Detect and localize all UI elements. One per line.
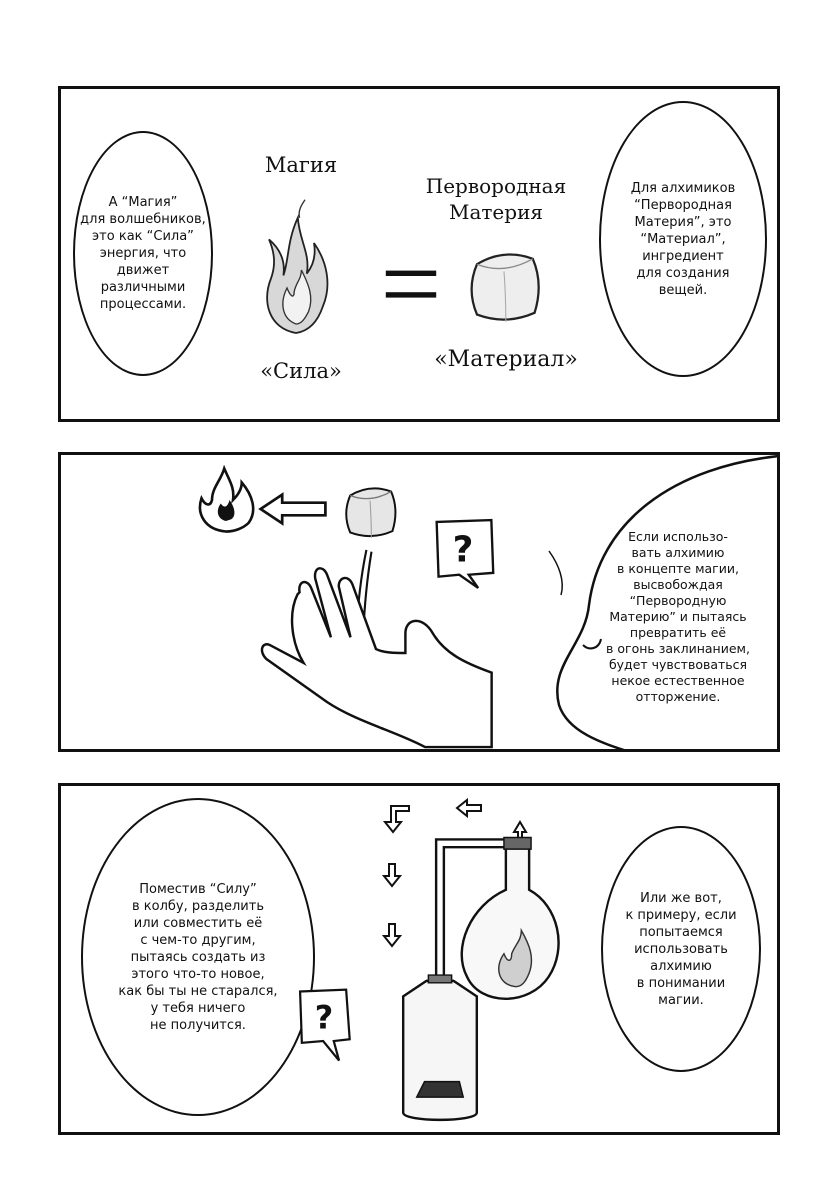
- manga-panel-3: [58, 783, 780, 1135]
- manga-panel-1: [58, 86, 780, 422]
- manga-panel-2: [58, 452, 780, 752]
- flame-icon: [191, 465, 261, 535]
- question-mark-text: ?: [314, 998, 334, 1037]
- flask-icon: [381, 822, 561, 1132]
- speech-bubble-left: [73, 131, 213, 376]
- narration-text: [583, 513, 773, 705]
- question-mark-icon: [293, 986, 355, 1066]
- question-mark-icon: [431, 515, 497, 593]
- speech-bubble-left: [81, 798, 315, 1116]
- arrow-left-icon: [457, 800, 481, 816]
- speech-bubble-text: Для алхимиков “Первородная Материя”, это “Материал”, ингредиент для создания вещей.: [630, 180, 736, 298]
- flame-icon: [251, 195, 341, 345]
- force-label: «Сила»: [260, 359, 342, 383]
- equals-sign-icon: [383, 267, 439, 303]
- speech-bubble-right: [601, 826, 761, 1072]
- narration-text-content: Если использо- вать алхимию в концепте магии, высвобождая “Первородную Материю” и пытаясь превратить её в огонь заклинанием, будет чувствоваться некое естественное отторжение.: [606, 529, 750, 704]
- speech-bubble-text: А “Магия” для волшебников, это как “Сила” энергия, что движет различными процессами.: [80, 195, 206, 312]
- magic-label: Магия: [264, 153, 338, 177]
- cube-icon: [337, 477, 403, 543]
- speech-bubble-text: Поместив “Силу” в колбу, разделить или совместить её с чем-то другим, пытаясь создать из этого что-то новое, как бы ты не старался, у тебя ничего не получится.: [118, 881, 278, 1033]
- speech-bubble-text: Или же вот, к примеру, если попытаемся использовать алхимию в понимании магии.: [625, 890, 737, 1008]
- speech-bubble-right: [599, 101, 767, 377]
- question-mark-text: ?: [452, 529, 474, 571]
- primordial-matter-label: Первородная Материя: [425, 174, 567, 224]
- arrow-left-icon: [257, 491, 329, 527]
- material-label: «Материал»: [434, 347, 578, 372]
- cube-icon: [459, 239, 549, 329]
